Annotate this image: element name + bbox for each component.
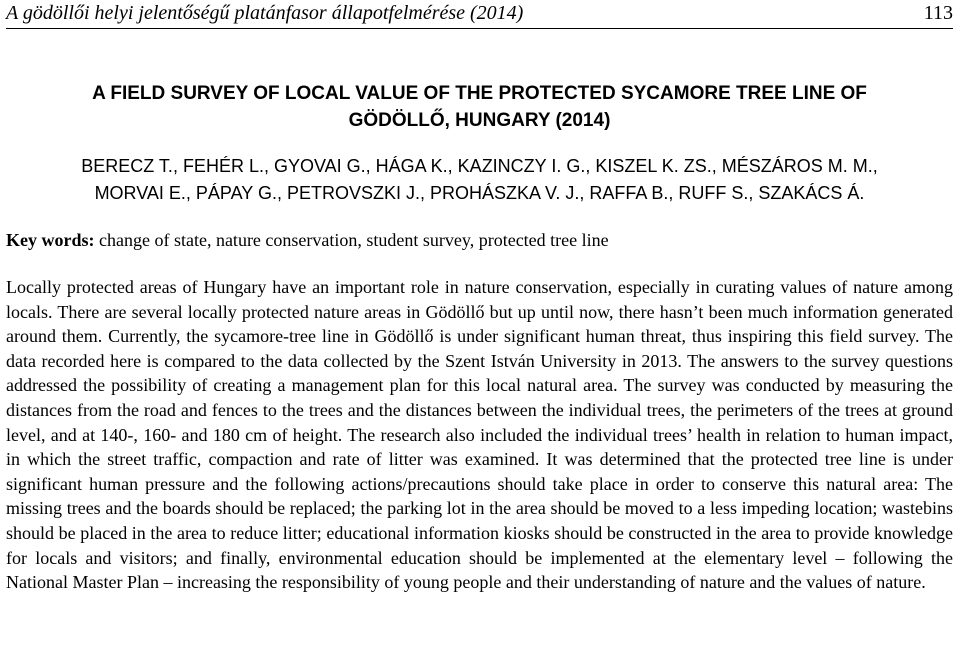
page-number: 113 (923, 2, 953, 24)
abstract-paragraph: Locally protected areas of Hungary have an important role in nature conservation, especially in curating values of nature among locals. There are several locally protected nature areas in Gödöllő but up until now, there hasn’t been much information generated around them. Currently, the sycamore-tree line in Gödöllő is under significant human threat, thus inspiring this field survey. The data recorded here is compared to the data collected by the Szent István University in 2013. The answers to the survey questions addressed the possibility of creating a management plan for this local natural area. The survey was conducted by measuring the distances from the road and fences to the trees and the distances between the individual trees, the perimeters of the trees at ground level, and at 140-, 160- and 180 cm of height. The research also included the individual trees’ health in relation to human impact, in which the street traffic, compaction and rate of litter was examined. It was determined that the protected tree line is under significant human pressure and the following actions/precautions should take place in order to conserve this natural area: The missing trees and the boards should be replaced; the parking lot in the area should be moved to a less impeding location; wastebins should be placed in the area to reduce litter; educational information kiosks should be constructed in the area to provide knowledge for locals and visitors; and finally, environmental education should be implemented at the elementary level – following the National Master Plan – increasing the responsibility of young people and their understanding of nature and the values of nature. (6, 277, 953, 593)
keywords-label: Key words: (6, 230, 95, 250)
keywords-text: change of state, nature conservation, student survey, protected tree line (94, 230, 609, 250)
journal-title: A gödöllői helyi jelentőségű platánfasor állapotfelmérése (2014) (6, 2, 524, 24)
author-list (0, 153, 959, 207)
paper-title-line-1: A FIELD SURVEY OF LOCAL VALUE OF THE PROTECTED SYCAMORE TREE LINE OF (92, 83, 867, 104)
paper-title (0, 80, 959, 134)
author-list-line-2: MORVAI E., PÁPAY G., PETROVSZKI J., PROHÁSZKA V. J., RAFFA B., RUFF S., SZAKÁCS Á. (94, 183, 865, 203)
paper-title-line-2: GÖDÖLLŐ, HUNGARY (2014) (348, 110, 611, 131)
running-header (6, 2, 953, 29)
keywords (6, 229, 953, 251)
author-list-line-1: BERECZ T., FEHÉR L., GYOVAI G., HÁGA K., KAZINCZY I. G., KISZEL K. ZS., MÉSZÁROS M. M., (81, 156, 878, 176)
